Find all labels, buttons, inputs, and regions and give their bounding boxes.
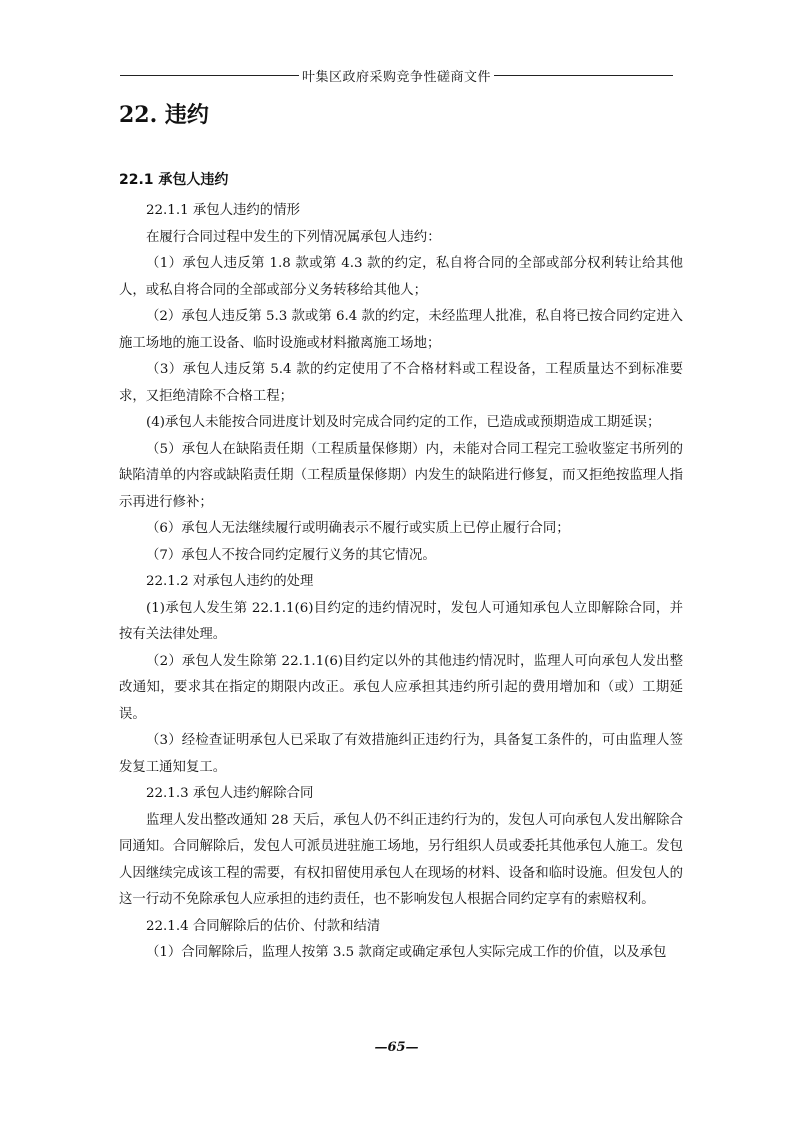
page-header — [120, 66, 673, 84]
subsection-heading-22-1-3: 22.1.3 承包人违约解除合同 — [146, 786, 314, 801]
section-title: 22.1 承包人违约 — [119, 172, 229, 188]
header-rule-left — [120, 75, 299, 76]
document-body — [119, 198, 683, 967]
clause-item-3: （3）承包人违反第 5.4 款的约定使用了不合格材料或工程设备，工程质量达不到标准要求，又拒绝清除不合格工程； — [119, 362, 683, 404]
clause-item-1: （1）承包人违反第 1.8 款或第 4.3 款的约定，私自将合同的全部或部分权利转让给其他人，或私自将合同的全部或部分义务转移给其他人； — [119, 256, 683, 298]
termination-paragraph: 监理人发出整改通知 28 天后，承包人仍不纠正违约行为的，发包人可向承包人发出解除合同通知。合同解除后，发包人可派员进驻施工场地，另行组织人员或委托其他承包人施工。发包人因继续完成该工程的需要，有权扣留使用承包人在现场的材料、设备和临时设施。但发包人的这一行动不免除承包人应承担的违约责任，也不影响发包人根据合同约定享有的索赔权利。 — [119, 812, 683, 907]
clause-item-6: （6）承包人无法继续履行或明确表示不履行或实质上已停止履行合同； — [146, 521, 570, 536]
paragraph-intro: 在履行合同过程中发生的下列情况属承包人违约： — [146, 229, 441, 245]
subsection-heading-22-1-1: 22.1.1 承包人违约的情形 — [146, 203, 300, 218]
handling-item-3: （3）经检查证明承包人已采取了有效措施纠正违约行为，具备复工条件的，可由监理人签发复工通知复工。 — [119, 733, 683, 775]
page-number: —65— — [374, 1040, 419, 1055]
handling-item-2: （2）承包人发生除第 22.1.1(6)目约定以外的其他违约情况时，监理人可向承包人发出整改通知，要求其在指定的期限内改正。承包人应承担其违约所引起的费用增加和（或）工期延误。 — [119, 653, 683, 722]
clause-item-4: (4)承包人未能按合同进度计划及时完成合同约定的工作，已造成或预期造成工期延误； — [146, 415, 661, 430]
clause-item-5: （5）承包人在缺陷责任期（工程质量保修期）内，未能对合同工程完工验收鉴定书所列的缺陷清单的内容或缺陷责任期（工程质量保修期）内发生的缺陷进行修复，而又拒绝按监理人指示再进行修补； — [119, 441, 683, 510]
subsection-heading-22-1-4: 22.1.4 合同解除后的估价、付款和结清 — [146, 918, 381, 934]
clause-item-7: （7）承包人不按合同约定履行义务的其它情况。 — [146, 547, 436, 563]
chapter-title: 22. 违约 — [119, 102, 209, 128]
subsection-heading-22-1-2: 22.1.2 对承包人违约的处理 — [146, 574, 314, 589]
clause-item-2: （2）承包人违反第 5.3 款或第 6.4 款的约定，未经监理人批准，私自将已按合同约定进入施工场地的施工设备、临时设施或材料撤离施工场地； — [119, 309, 683, 351]
header-title: 叶集区政府采购竞争性磋商文件 — [302, 69, 492, 85]
handling-item-1: (1)承包人发生第 22.1.1(6)目约定的违约情况时，发包人可通知承包人立即解除合同，并按有关法律处理。 — [119, 600, 683, 642]
settlement-item-1: （1）合同解除后，监理人按第 3.5 款商定或确定承包人实际完成工作的价值，以及承包 — [146, 945, 667, 960]
header-rule-right — [494, 75, 673, 76]
